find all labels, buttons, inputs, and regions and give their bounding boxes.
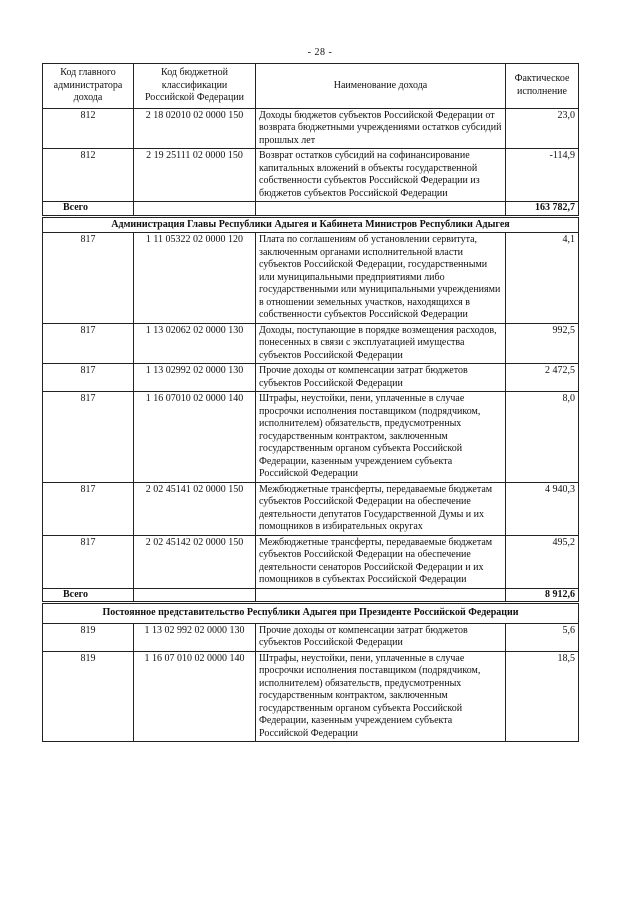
admin-code-cell: 817 bbox=[43, 233, 134, 324]
budget-code-cell: 1 13 02062 02 0000 130 bbox=[134, 323, 256, 364]
table-body bbox=[43, 108, 579, 742]
table-row bbox=[43, 233, 579, 324]
column-header-actual: Фактическое исполнение bbox=[506, 64, 579, 109]
total-row bbox=[43, 588, 579, 603]
budget-code-cell: 1 11 05322 02 0000 120 bbox=[134, 233, 256, 324]
amount-cell: 18,5 bbox=[506, 651, 579, 742]
column-header-income-name: Наименование дохода bbox=[256, 64, 506, 109]
table-row bbox=[43, 323, 579, 364]
income-name-cell: Доходы бюджетов субъектов Российской Федерации от возврата бюджетными учреждениями остатков субсидий прошлых лет bbox=[256, 108, 506, 149]
table-header bbox=[43, 64, 579, 109]
budget-code-cell: 2 18 02010 02 0000 150 bbox=[134, 108, 256, 149]
amount-cell: -114,9 bbox=[506, 149, 579, 202]
admin-code-cell: 817 bbox=[43, 535, 134, 588]
table-row bbox=[43, 623, 579, 651]
admin-code-cell: 812 bbox=[43, 149, 134, 202]
total-row bbox=[43, 202, 579, 217]
budget-code-cell: 1 13 02992 02 0000 130 bbox=[134, 364, 256, 392]
total-label: Всего bbox=[43, 202, 134, 217]
table-row bbox=[43, 364, 579, 392]
budget-code-cell: 1 13 02 992 02 0000 130 bbox=[134, 623, 256, 651]
budget-code-cell: 1 16 07010 02 0000 140 bbox=[134, 392, 256, 483]
income-name-cell: Межбюджетные трансферты, передаваемые бюджетам субъектов Российской Федерации на обеспечение деятельности депутатов Государственной Думы и их помощников в избирательных округах bbox=[256, 482, 506, 535]
section-title: Администрация Главы Республики Адыгея и Кабинета Министров Республики Адыгея bbox=[43, 216, 579, 233]
budget-code-cell: 2 19 25111 02 0000 150 bbox=[134, 149, 256, 202]
amount-cell: 4 940,3 bbox=[506, 482, 579, 535]
amount-cell: 23,0 bbox=[506, 108, 579, 149]
income-name-cell: Прочие доходы от компенсации затрат бюджетов субъектов Российской Федерации bbox=[256, 364, 506, 392]
table-row bbox=[43, 108, 579, 149]
admin-code-cell: 817 bbox=[43, 364, 134, 392]
table-row bbox=[43, 482, 579, 535]
admin-code-cell: 817 bbox=[43, 482, 134, 535]
table-row bbox=[43, 535, 579, 588]
section-header-row bbox=[43, 603, 579, 624]
admin-code-cell: 817 bbox=[43, 323, 134, 364]
budget-code-cell: 2 02 45142 02 0000 150 bbox=[134, 535, 256, 588]
column-header-budget-code: Код бюджетной классификации Российской Федерации bbox=[134, 64, 256, 109]
admin-code-cell: 819 bbox=[43, 623, 134, 651]
table-row bbox=[43, 651, 579, 742]
section-header-row bbox=[43, 216, 579, 233]
table-row bbox=[43, 149, 579, 202]
amount-cell: 4,1 bbox=[506, 233, 579, 324]
income-table bbox=[42, 63, 579, 742]
admin-code-cell: 812 bbox=[43, 108, 134, 149]
budget-code-cell: 1 16 07 010 02 0000 140 bbox=[134, 651, 256, 742]
income-name-cell: Штрафы, неустойки, пени, уплаченные в случае просрочки исполнения поставщиком (подрядчиком, исполнителем) обязательств, предусмотренных государственным контрактом, заключенным государственным органом субъекта Российской Федерации, казенным учреждением субъекта Российской Федерации bbox=[256, 392, 506, 483]
total-label: Всего bbox=[43, 588, 134, 603]
amount-cell: 2 472,5 bbox=[506, 364, 579, 392]
income-name-cell: Межбюджетные трансферты, передаваемые бюджетам субъектов Российской Федерации на обеспечение деятельности сенаторов Российской Федерации и их помощников в субъектах Российской Федерации bbox=[256, 535, 506, 588]
amount-cell: 5,6 bbox=[506, 623, 579, 651]
income-name-cell: Штрафы, неустойки, пени, уплаченные в случае просрочки исполнения поставщиком (подрядчиком, исполнителем) обязательств, предусмотренных государственным контрактом, заключенным государственным органом субъекта Российской Федерации, казенным учреждением субъекта Российской Федерации bbox=[256, 651, 506, 742]
admin-code-cell: 817 bbox=[43, 392, 134, 483]
page-number: - 28 - bbox=[307, 47, 333, 58]
income-name-cell: Доходы, поступающие в порядке возмещения расходов, понесенных в связи с эксплуатацией имущества субъектов Российской Федерации bbox=[256, 323, 506, 364]
column-header-admin-code: Код главного администратора дохода bbox=[43, 64, 134, 109]
budget-code-cell: 2 02 45141 02 0000 150 bbox=[134, 482, 256, 535]
income-name-cell: Плата по соглашениям об установлении сервитута, заключенным органами исполнительной власти субъектов Российской Федерации, государственными или муниципальными предприятиями либо государственными или муниципальными учреждениями в отношении земельных участков, находящихся в собственности субъектов Российской Федерации bbox=[256, 233, 506, 324]
section-title: Постоянное представительство Республики Адыгея при Президенте Российской Федерации bbox=[43, 603, 579, 624]
admin-code-cell: 819 bbox=[43, 651, 134, 742]
amount-cell: 495,2 bbox=[506, 535, 579, 588]
total-amount: 8 912,6 bbox=[506, 588, 579, 603]
amount-cell: 992,5 bbox=[506, 323, 579, 364]
table-row bbox=[43, 392, 579, 483]
amount-cell: 8,0 bbox=[506, 392, 579, 483]
income-name-cell: Возврат остатков субсидий на софинансирование капитальных вложений в объекты государственной собственности субъектов Российской Федерации из бюджетов субъектов Российской Федерации bbox=[256, 149, 506, 202]
income-name-cell: Прочие доходы от компенсации затрат бюджетов субъектов Российской Федерации bbox=[256, 623, 506, 651]
total-amount: 163 782,7 bbox=[506, 202, 579, 217]
